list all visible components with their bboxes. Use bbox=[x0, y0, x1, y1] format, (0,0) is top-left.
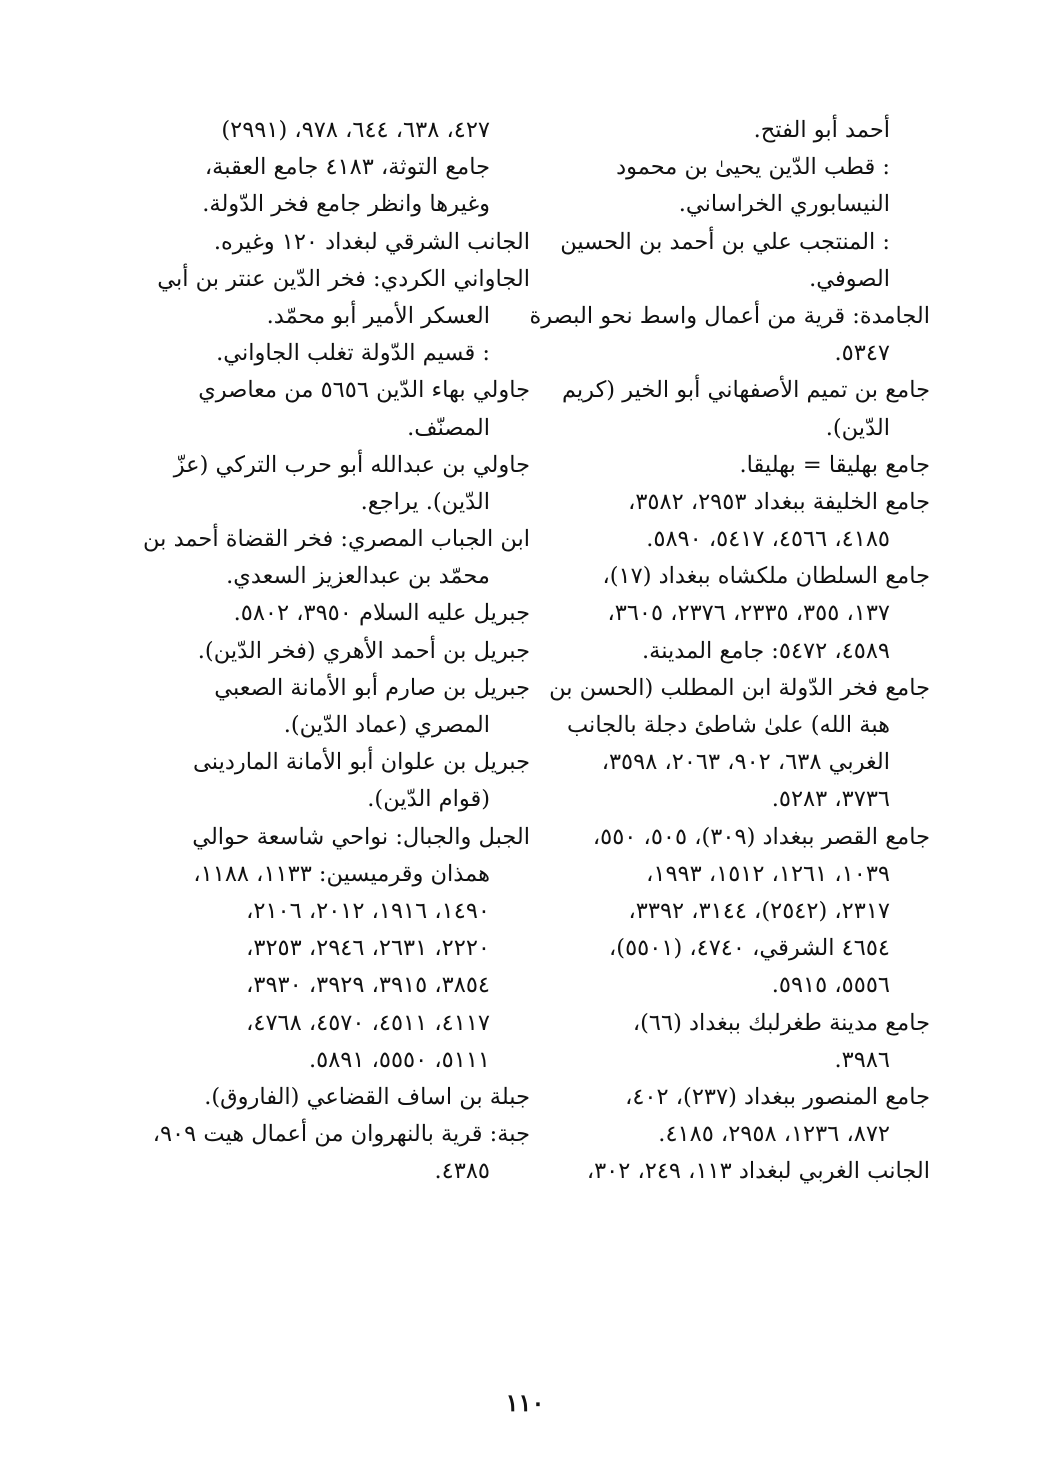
left-index-line: وغيرها وانظر جامع فخر الدّولة. bbox=[202, 191, 490, 218]
left-index-line: ١٤٩٠، ١٩١٦، ٢٠١٢، ٢١٠٦، bbox=[246, 897, 490, 924]
left-index-line: (قوام الدّين). bbox=[367, 786, 490, 813]
left-index-line: ٣٨٥٤، ٣٩١٥، ٣٩٢٩، ٣٩٣٠، bbox=[246, 972, 490, 999]
right-index-line: الجانب الغربي لبغداد ١١٣، ٢٤٩، ٣٠٢، bbox=[586, 1158, 930, 1185]
left-index-line: ٢٢٢٠، ٢٦٣١، ٢٩٤٦، ٣٢٥٣، bbox=[246, 935, 490, 962]
right-index-line: جامع مدينة طغرلبك ببغداد (٦٦)، bbox=[632, 1009, 930, 1036]
right-index-line: جامع الخليفة ببغداد ٢٩٥٣، ٣٥٨٢، bbox=[628, 488, 930, 515]
left-index-line: ٤٢٧، ٦٣٨، ٦٤٤، ٩٧٨، (٢٩٩١) bbox=[221, 117, 490, 143]
left-index-line: جبة: قرية بالنهروان من أعمال هيت ٩٠٩، bbox=[152, 1121, 530, 1148]
left-index-line: همذان وقرميسين: ١١٣٣، ١١٨٨، bbox=[193, 860, 490, 887]
right-index-line: ٣٧٣٦، ٥٢٨٣. bbox=[771, 786, 890, 813]
right-index-line: هبة الله) علىٰ شاطئ دجلة بالجانب bbox=[566, 712, 890, 738]
left-index-line: : قسيم الدّولة تغلب الجاواني. bbox=[216, 340, 490, 367]
left-index-line: الجانب الشرقي لبغداد ١٢٠ وغيره. bbox=[213, 228, 530, 255]
left-index-line: الجبل والجبال: نواحي شاسعة حوالي bbox=[192, 823, 530, 850]
right-index-line: ٢٣١٧، (٢٥٤٢)، ٣١٤٤، ٣٣٩٢، bbox=[628, 897, 890, 924]
right-index-line: ٨٧٢، ١٢٣٦، ٢٩٥٨، ٤١٨٥. bbox=[658, 1121, 890, 1148]
right-index-line: ٤٥٨٩، ٥٤٧٢: جامع المدينة. bbox=[642, 637, 890, 664]
left-index-line: جبريل بن صارم أبو الأمانة الصعبي bbox=[214, 674, 530, 701]
right-index-line: : المنتجب علي بن أحمد بن الحسين bbox=[560, 228, 890, 255]
page-number: ١١٠ bbox=[505, 1388, 545, 1417]
right-index-line: الجامدة: قرية من أعمال واسط نحو البصرة bbox=[529, 302, 930, 329]
left-index-line: جاولي بهاء الدّين ٥٦٥٦ من معاصري bbox=[198, 377, 530, 404]
left-index-line: جبريل بن أحمد الأهري (فخر الدّين). bbox=[197, 637, 530, 664]
left-index-line: المصنّف. bbox=[407, 414, 490, 441]
right-index-line: جامع السلطان ملكشاه ببغداد (١٧)، bbox=[602, 563, 930, 590]
right-index-line: ٥٣٤٧. bbox=[834, 340, 890, 367]
left-index-line: الدّين). يراجع. bbox=[360, 488, 490, 515]
index-column-left bbox=[143, 112, 530, 1190]
left-index-line: جاولي بن عبدالله أبو حرب التركي (عزّ bbox=[173, 451, 530, 478]
right-index-line: ٤٦٥٤ الشرقي، ٤٧٤٠، (٥٥٠١)، bbox=[609, 935, 890, 962]
right-index-line: الغربي ٦٣٨، ٩٠٢، ٢٠٦٣، ٣٥٩٨، bbox=[601, 749, 890, 776]
left-index-line: جبلة بن اساف القضاعي (الفاروق). bbox=[204, 1083, 530, 1110]
right-index-line: النيسابوري الخراساني. bbox=[678, 191, 890, 218]
right-index-line: ٣٩٨٦. bbox=[834, 1046, 890, 1073]
right-index-line: : قطب الدّين يحيىٰ بن محمود bbox=[616, 154, 890, 181]
right-index-line: ٥٥٥٦، ٥٩١٥. bbox=[771, 972, 890, 999]
left-index-line: ابن الجباب المصري: فخر القضاة أحمد بن bbox=[143, 526, 530, 553]
right-index-line: أحمد أبو الفتح. bbox=[753, 117, 890, 143]
right-index-line: ٤١٨٥، ٤٥٦٦، ٥٤١٧، ٥٨٩٠. bbox=[646, 526, 890, 553]
right-index-line: جامع فخر الدّولة ابن المطلب (الحسن بن bbox=[549, 674, 930, 701]
left-index-line: المصري (عماد الدّين). bbox=[283, 712, 490, 738]
left-index-line: الجاواني الكردي: فخر الدّين عنتر بن أبي bbox=[157, 265, 530, 292]
right-index-line: ١٠٣٩، ١٢٦١، ١٥١٢، ١٩٩٣، bbox=[646, 860, 890, 887]
left-index-line: ٤٣٨٥. bbox=[434, 1158, 490, 1185]
left-index-line: جامع التوثة، ٤١٨٣ جامع العقبة، bbox=[204, 154, 490, 181]
right-index-line: ١٣٧، ٣٥٥، ٢٣٣٥، ٢٣٧٦، ٣٦٠٥، bbox=[607, 600, 890, 627]
right-index-line: الدّين). bbox=[825, 414, 890, 441]
left-index-line: محمّد بن عبدالعزيز السعدي. bbox=[226, 563, 490, 590]
right-index-line: جامع القصر ببغداد (٣٠٩)، ٥٠٥، ٥٥٠، bbox=[592, 823, 930, 850]
right-index-line: الصوفي. bbox=[809, 265, 890, 292]
left-index-line: ٤١١٧، ٤٥١١، ٤٥٧٠، ٤٧٦٨، bbox=[246, 1009, 490, 1036]
right-index-line: جامع بن تميم الأصفهاني أبو الخير (كريم bbox=[561, 377, 930, 404]
left-index-line: العسكر الأمير أبو محمّد. bbox=[266, 302, 490, 329]
right-index-line: جامع بهليقا = بهليقا. bbox=[739, 451, 930, 478]
left-index-line: جبريل عليه السلام ٣٩٥٠، ٥٨٠٢. bbox=[233, 600, 530, 627]
left-index-line: جبريل بن علوان أبو الأمانة الماردينى bbox=[193, 749, 530, 776]
index-column-right bbox=[529, 112, 930, 1190]
right-index-line: جامع المنصور ببغداد (٢٣٧)، ٤٠٢، bbox=[625, 1083, 930, 1110]
left-index-line: ٥١١١، ٥٥٥٠، ٥٨٩١. bbox=[308, 1046, 490, 1073]
